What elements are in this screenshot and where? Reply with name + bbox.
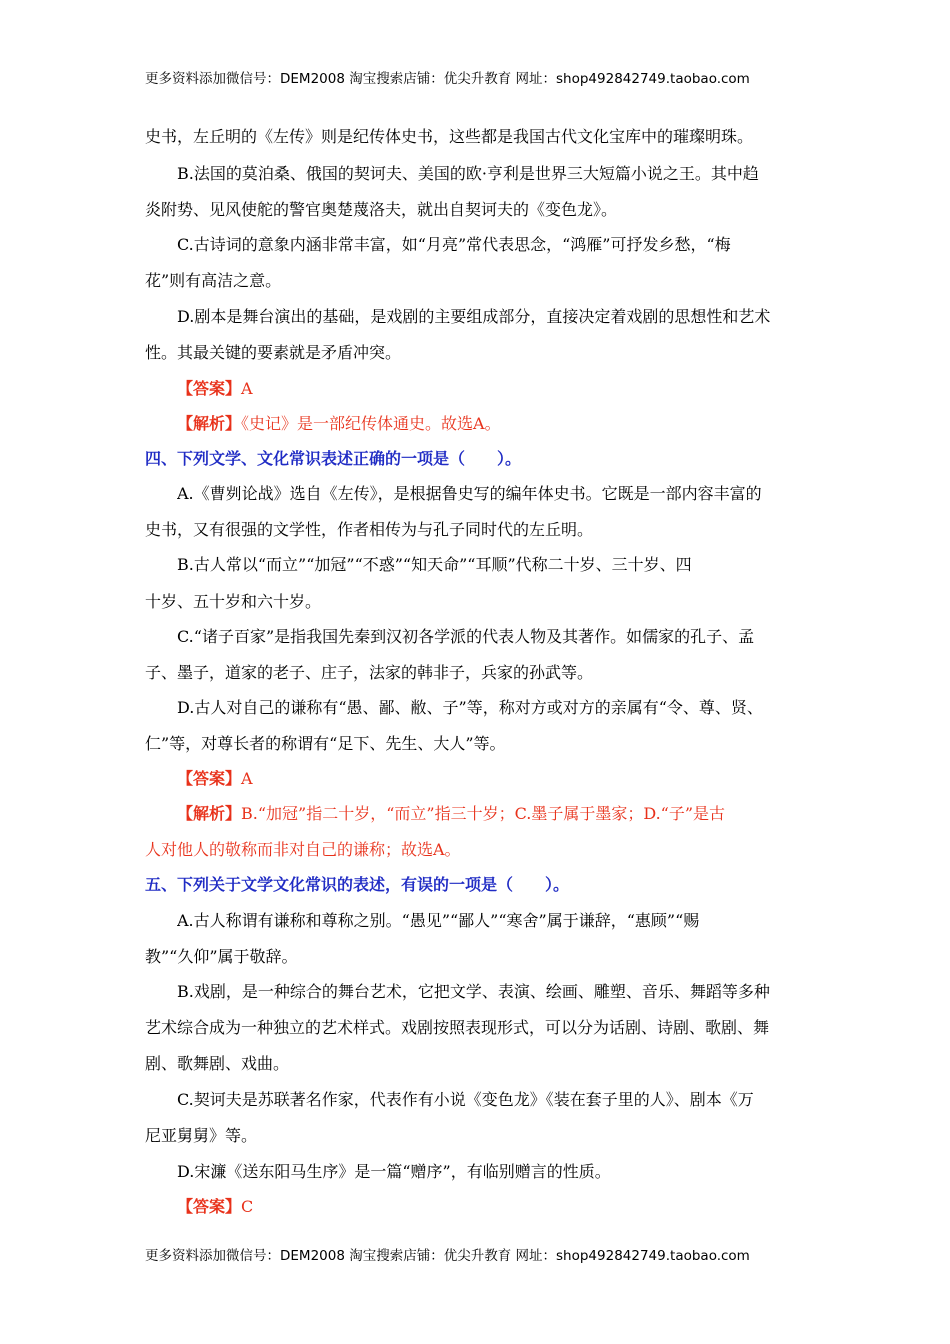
q5-option-d: D.宋濂《送东阳马生序》是一篇“赠序”，有临别赠言的性质。	[177, 1162, 611, 1181]
q4-analysis	[177, 803, 810, 825]
q5-option-b-continued-2: 剧、歌舞剧、戏曲。	[145, 1054, 290, 1073]
q4-option-c: C.“诸子百家”是指我国先秦到汉初各学派的代表人物及其著作。如儒家的孔子、孟	[177, 627, 755, 646]
q3-option-d: D.剧本是舞台演出的基础，是戏剧的主要组成部分，直接决定着戏剧的思想性和艺术	[177, 307, 771, 326]
analysis-text: 《史记》是一部纪传体通史。故选A。	[241, 414, 501, 433]
page-header: 更多资料添加微信号：DEM2008 淘宝搜索店铺：优尖升教育 网址：shop492842749.taobao.com	[145, 71, 750, 87]
analysis-text: B.“加冠”指二十岁，“而立”指三十岁；C.墨子属于墨家；D.“子”是古	[241, 804, 726, 823]
answer-value: A	[241, 769, 253, 788]
analysis-label: 【解析】	[177, 414, 242, 433]
q5-option-c: C.契诃夫是苏联著名作家，代表作有小说《变色龙》《装在套子里的人》、剧本《万	[177, 1090, 754, 1109]
q4-option-c-continued: 子、墨子，道家的老子、庄子，法家的韩非子，兵家的孙武等。	[145, 663, 594, 682]
analysis-label: 【解析】	[177, 804, 242, 823]
q4-title: 四、下列文学、文化常识表述正确的一项是（ ）。	[145, 449, 522, 468]
q3-option-d-continued: 性。其最关键的要素就是矛盾冲突。	[145, 343, 402, 362]
q4-analysis-continued: 人对他人的敬称而非对自己的谦称；故选A。	[145, 840, 461, 859]
q4-option-a: A.《曹刿论战》选自《左传》，是根据鲁史写的编年体史书。它既是一部内容丰富的	[177, 484, 762, 503]
q5-option-b-continued: 艺术综合成为一种独立的艺术样式。戏剧按照表现形式，可以分为话剧、诗剧、歌剧、舞	[145, 1018, 770, 1037]
q4-option-d: D.古人对自己的谦称有“愚、鄙、敝、子”等，称对方或对方的亲属有“令、尊、贤、	[177, 698, 763, 717]
q4-option-b: B.古人常以“而立”“加冠”“不惑”“知天命”“耳顺”代称二十岁、三十岁、四	[177, 555, 692, 574]
q4-answer	[177, 768, 810, 790]
q3-option-c: C.古诗词的意象内涵非常丰富，如“月亮”常代表思念，“鸿雁”可抒发乡愁，“梅	[177, 235, 731, 254]
answer-value: A	[241, 379, 253, 398]
q5-answer	[177, 1196, 810, 1218]
q4-option-d-continued: 仁”等，对尊长者的称谓有“足下、先生、大人”等。	[145, 734, 506, 753]
q5-option-c-continued: 尼亚舅舅》等。	[145, 1126, 258, 1145]
q3-answer	[177, 378, 810, 400]
q3-analysis	[177, 413, 810, 435]
q4-option-b-continued: 十岁、五十岁和六十岁。	[145, 592, 322, 611]
q4-option-a-continued: 史书，又有很强的文学性，作者相传为与孔子同时代的左丘明。	[145, 520, 594, 539]
q5-option-b: B.戏剧，是一种综合的舞台艺术，它把文学、表演、绘画、雕塑、音乐、舞蹈等多种	[177, 982, 770, 1001]
q3-option-b: B.法国的莫泊桑、俄国的契诃夫、美国的欧·亨利是世界三大短篇小说之王。其中趋	[177, 164, 759, 183]
answer-label: 【答案】	[177, 379, 242, 398]
q3-option-b-continued: 炎附势、见风使舵的警官奥楚蔑洛夫，就出自契诃夫的《变色龙》。	[145, 200, 618, 219]
answer-label: 【答案】	[177, 1197, 242, 1216]
q5-option-a-continued: 教”“久仰”属于敬辞。	[145, 947, 298, 966]
answer-value: C	[241, 1197, 254, 1216]
q3-option-a-continued: 史书，左丘明的《左传》则是纪传体史书，这些都是我国古代文化宝库中的璀璨明珠。	[145, 127, 754, 146]
answer-label: 【答案】	[177, 769, 242, 788]
q3-option-c-continued: 花”则有高洁之意。	[145, 271, 282, 290]
page-footer: 更多资料添加微信号：DEM2008 淘宝搜索店铺：优尖升教育 网址：shop492842749.taobao.com	[145, 1248, 750, 1264]
q5-option-a: A.古人称谓有谦称和尊称之别。“愚见”“鄙人”“寒舍”属于谦辞，“惠顾”“赐	[177, 911, 700, 930]
q5-title: 五、下列关于文学文化常识的表述，有误的一项是（ ）。	[145, 875, 570, 894]
